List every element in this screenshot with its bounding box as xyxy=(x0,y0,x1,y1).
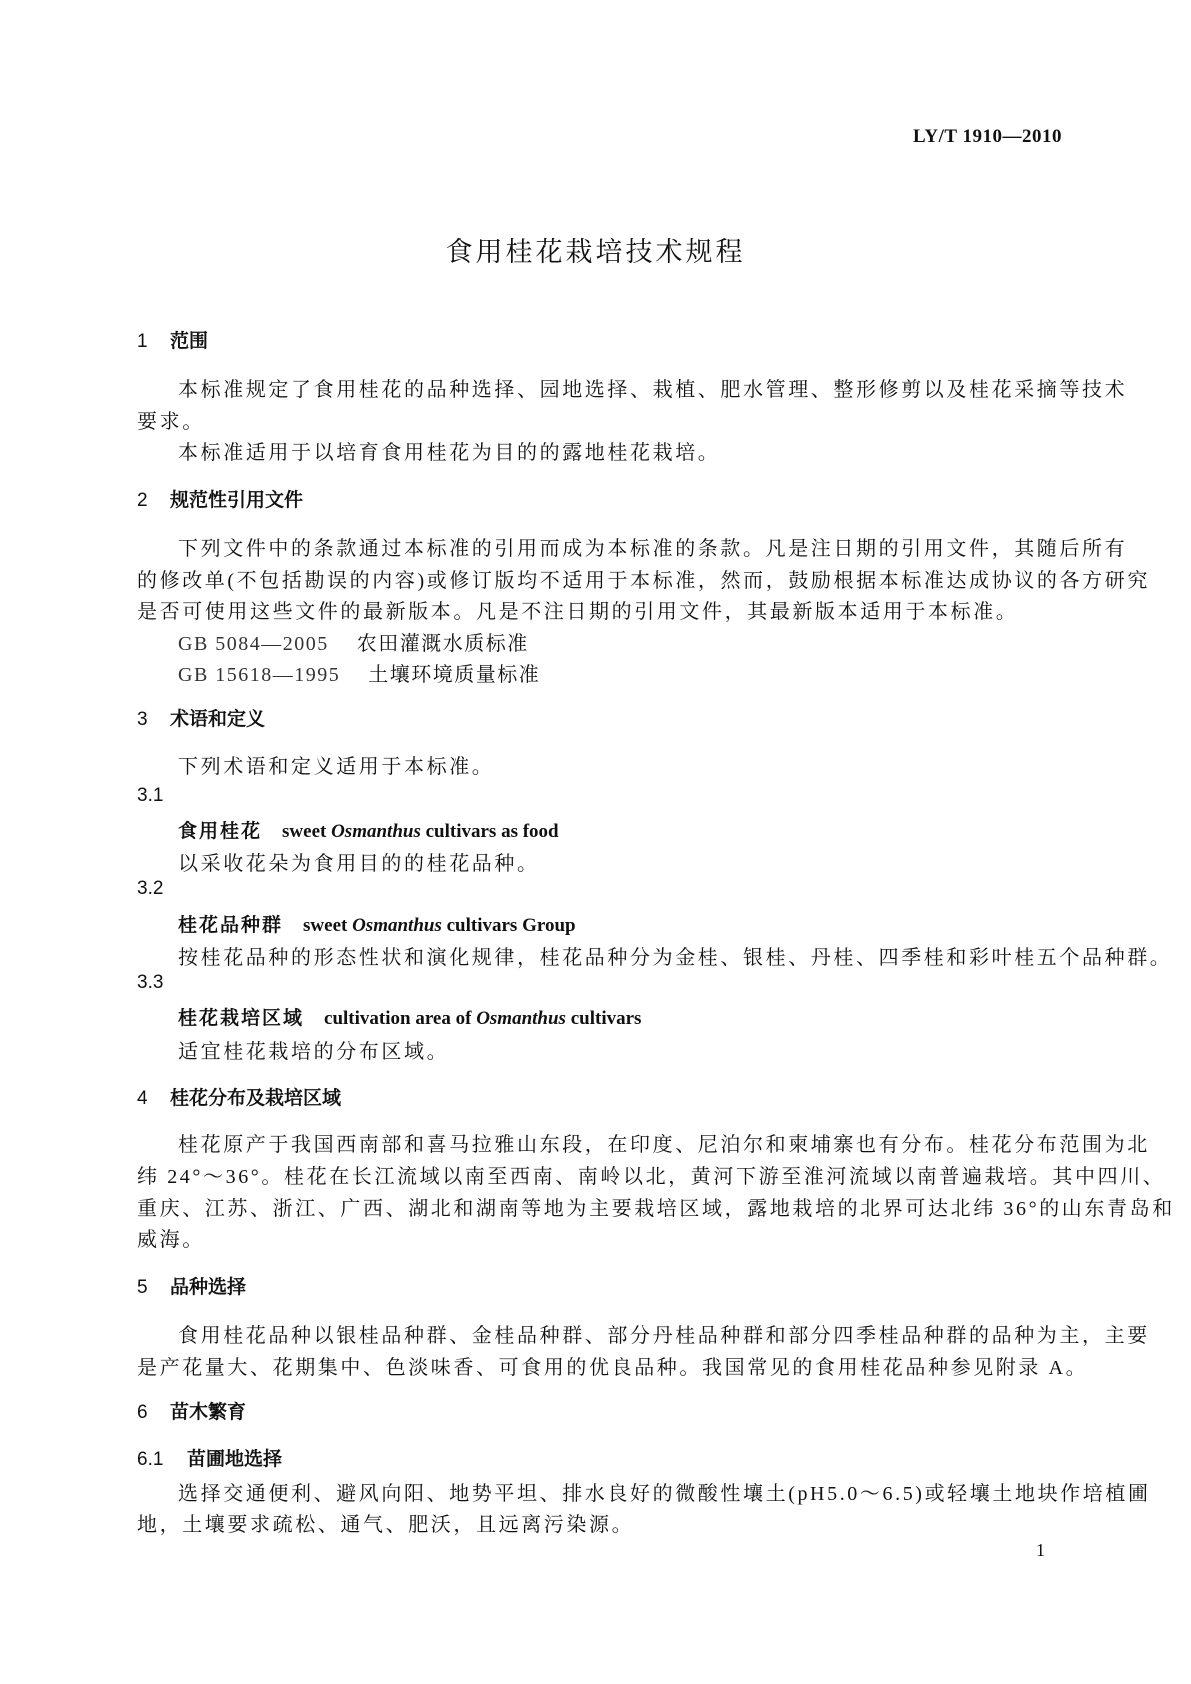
term-en: sweet xyxy=(282,821,332,842)
paragraph-line: 食用桂花品种以银桂品种群、金桂品种群、部分丹桂品种群和部分四季桂品种群的品种为主，主要 xyxy=(178,1325,1150,1347)
paragraph-line: 本标准适用于以培育食用桂花为目的的露地桂花栽培。 xyxy=(178,442,721,464)
term-zh: 桂花品种群 xyxy=(178,915,284,936)
paragraph-line: 要求。 xyxy=(137,411,205,433)
term-en-italic: Osmanthus xyxy=(352,915,442,936)
term-en: sweet xyxy=(303,915,353,936)
section-6-heading xyxy=(137,1397,246,1424)
paragraph-line: 是否可使用这些文件的最新版本。凡是不注日期的引用文件，其最新版本适用于本标准。 xyxy=(137,601,1019,623)
section-title: 规范性引用文件 xyxy=(170,490,304,511)
document-title: 食用桂花栽培技术规程 xyxy=(445,237,746,267)
section-3-heading xyxy=(137,704,265,731)
reference-name: 农田灌溉水质标准 xyxy=(356,633,529,655)
section-title: 术语和定义 xyxy=(170,709,266,730)
term-en-italic: Osmanthus xyxy=(331,821,421,842)
section-number: 6.1 xyxy=(137,1449,164,1470)
reference-code: GB 5084—2005 xyxy=(178,633,329,655)
paragraph-line: 选择交通便利、避风向阳、地势平坦、排水良好的微酸性壤土(pH5.0～6.5)或轻壤土地块作培植圃 xyxy=(178,1483,1151,1505)
term-en: cultivation area of xyxy=(324,1008,477,1029)
paragraph-line: 重庆、江苏、浙江、广西、湖北和湖南等地为主要栽培区域，露地栽培的北界可达北纬 36°的山东青岛和 xyxy=(137,1198,1175,1220)
section-number: 6 xyxy=(137,1402,148,1423)
section-title: 苗圃地选择 xyxy=(187,1449,283,1470)
section-4-heading xyxy=(137,1083,341,1110)
term-entry xyxy=(178,816,559,843)
paragraph-line: 桂花原产于我国西南部和喜马拉雅山东段，在印度、尼泊尔和柬埔寨也有分布。桂花分布范围为北 xyxy=(178,1134,1150,1156)
clause-number: 3.1 xyxy=(137,785,164,806)
term-en-italic: Osmanthus xyxy=(476,1008,566,1029)
term-entry xyxy=(178,910,576,937)
term-zh: 桂花栽培区域 xyxy=(178,1008,305,1029)
section-number: 3 xyxy=(137,709,148,730)
section-number: 1 xyxy=(137,331,148,352)
normative-reference xyxy=(178,627,529,656)
section-2-heading xyxy=(137,485,303,512)
paragraph-line: 下列术语和定义适用于本标准。 xyxy=(178,756,495,778)
term-definition: 按桂花品种的形态性状和演化规律，桂花品种分为金桂、银桂、丹桂、四季桂和彩叶桂五个品种群。 xyxy=(178,947,1173,969)
section-5-heading xyxy=(137,1272,246,1299)
term-en: cultivars as food xyxy=(420,821,559,842)
paragraph-line: 纬 24°～36°。桂花在长江流域以南至西南、南岭以北，黄河下游至淮河流域以南普遍栽培。其中四川、 xyxy=(137,1166,1166,1188)
reference-name: 土壤环境质量标准 xyxy=(368,664,541,686)
paragraph-line: 是产花量大、花期集中、色淡味香、可食用的优良品种。我国常见的食用桂花品种参见附录 A。 xyxy=(137,1357,1089,1379)
term-en: cultivars Group xyxy=(441,915,576,936)
term-definition: 适宜桂花栽培的分布区域。 xyxy=(178,1041,450,1063)
section-number: 4 xyxy=(137,1088,148,1109)
section-title: 品种选择 xyxy=(170,1277,247,1298)
term-en: cultivars xyxy=(565,1008,642,1029)
section-title: 苗木繁育 xyxy=(170,1402,247,1423)
normative-reference xyxy=(178,658,540,687)
section-title: 范围 xyxy=(170,331,209,352)
standard-number: LY/T 1910—2010 xyxy=(912,126,1062,147)
term-definition: 以采收花朵为食用目的的桂花品种。 xyxy=(178,853,540,875)
section-title: 桂花分布及栽培区域 xyxy=(170,1088,342,1109)
paragraph-line: 的修改单(不包括勘误的内容)或修订版均不适用于本标准，然而，鼓励根据本标准达成协议的各方研究 xyxy=(137,570,1150,592)
section-6-1-heading xyxy=(137,1444,282,1471)
paragraph-line: 威海。 xyxy=(137,1229,205,1251)
term-zh: 食用桂花 xyxy=(178,821,263,842)
reference-code: GB 15618—1995 xyxy=(178,664,341,686)
clause-number: 3.2 xyxy=(137,878,164,899)
clause-number: 3.3 xyxy=(137,972,164,993)
term-entry xyxy=(178,1003,641,1030)
page-number: 1 xyxy=(1036,1540,1045,1560)
paragraph-line: 本标准规定了食用桂花的品种选择、园地选择、栽植、肥水管理、整形修剪以及桂花采摘等技术 xyxy=(178,379,1128,401)
paragraph-line: 下列文件中的条款通过本标准的引用而成为本标准的条款。凡是注日期的引用文件，其随后所有 xyxy=(178,538,1128,560)
section-number: 2 xyxy=(137,490,148,511)
section-1-heading xyxy=(137,326,208,353)
section-number: 5 xyxy=(137,1277,148,1298)
paragraph-line: 地，土壤要求疏松、通气、肥沃，且远离污染源。 xyxy=(137,1514,635,1536)
